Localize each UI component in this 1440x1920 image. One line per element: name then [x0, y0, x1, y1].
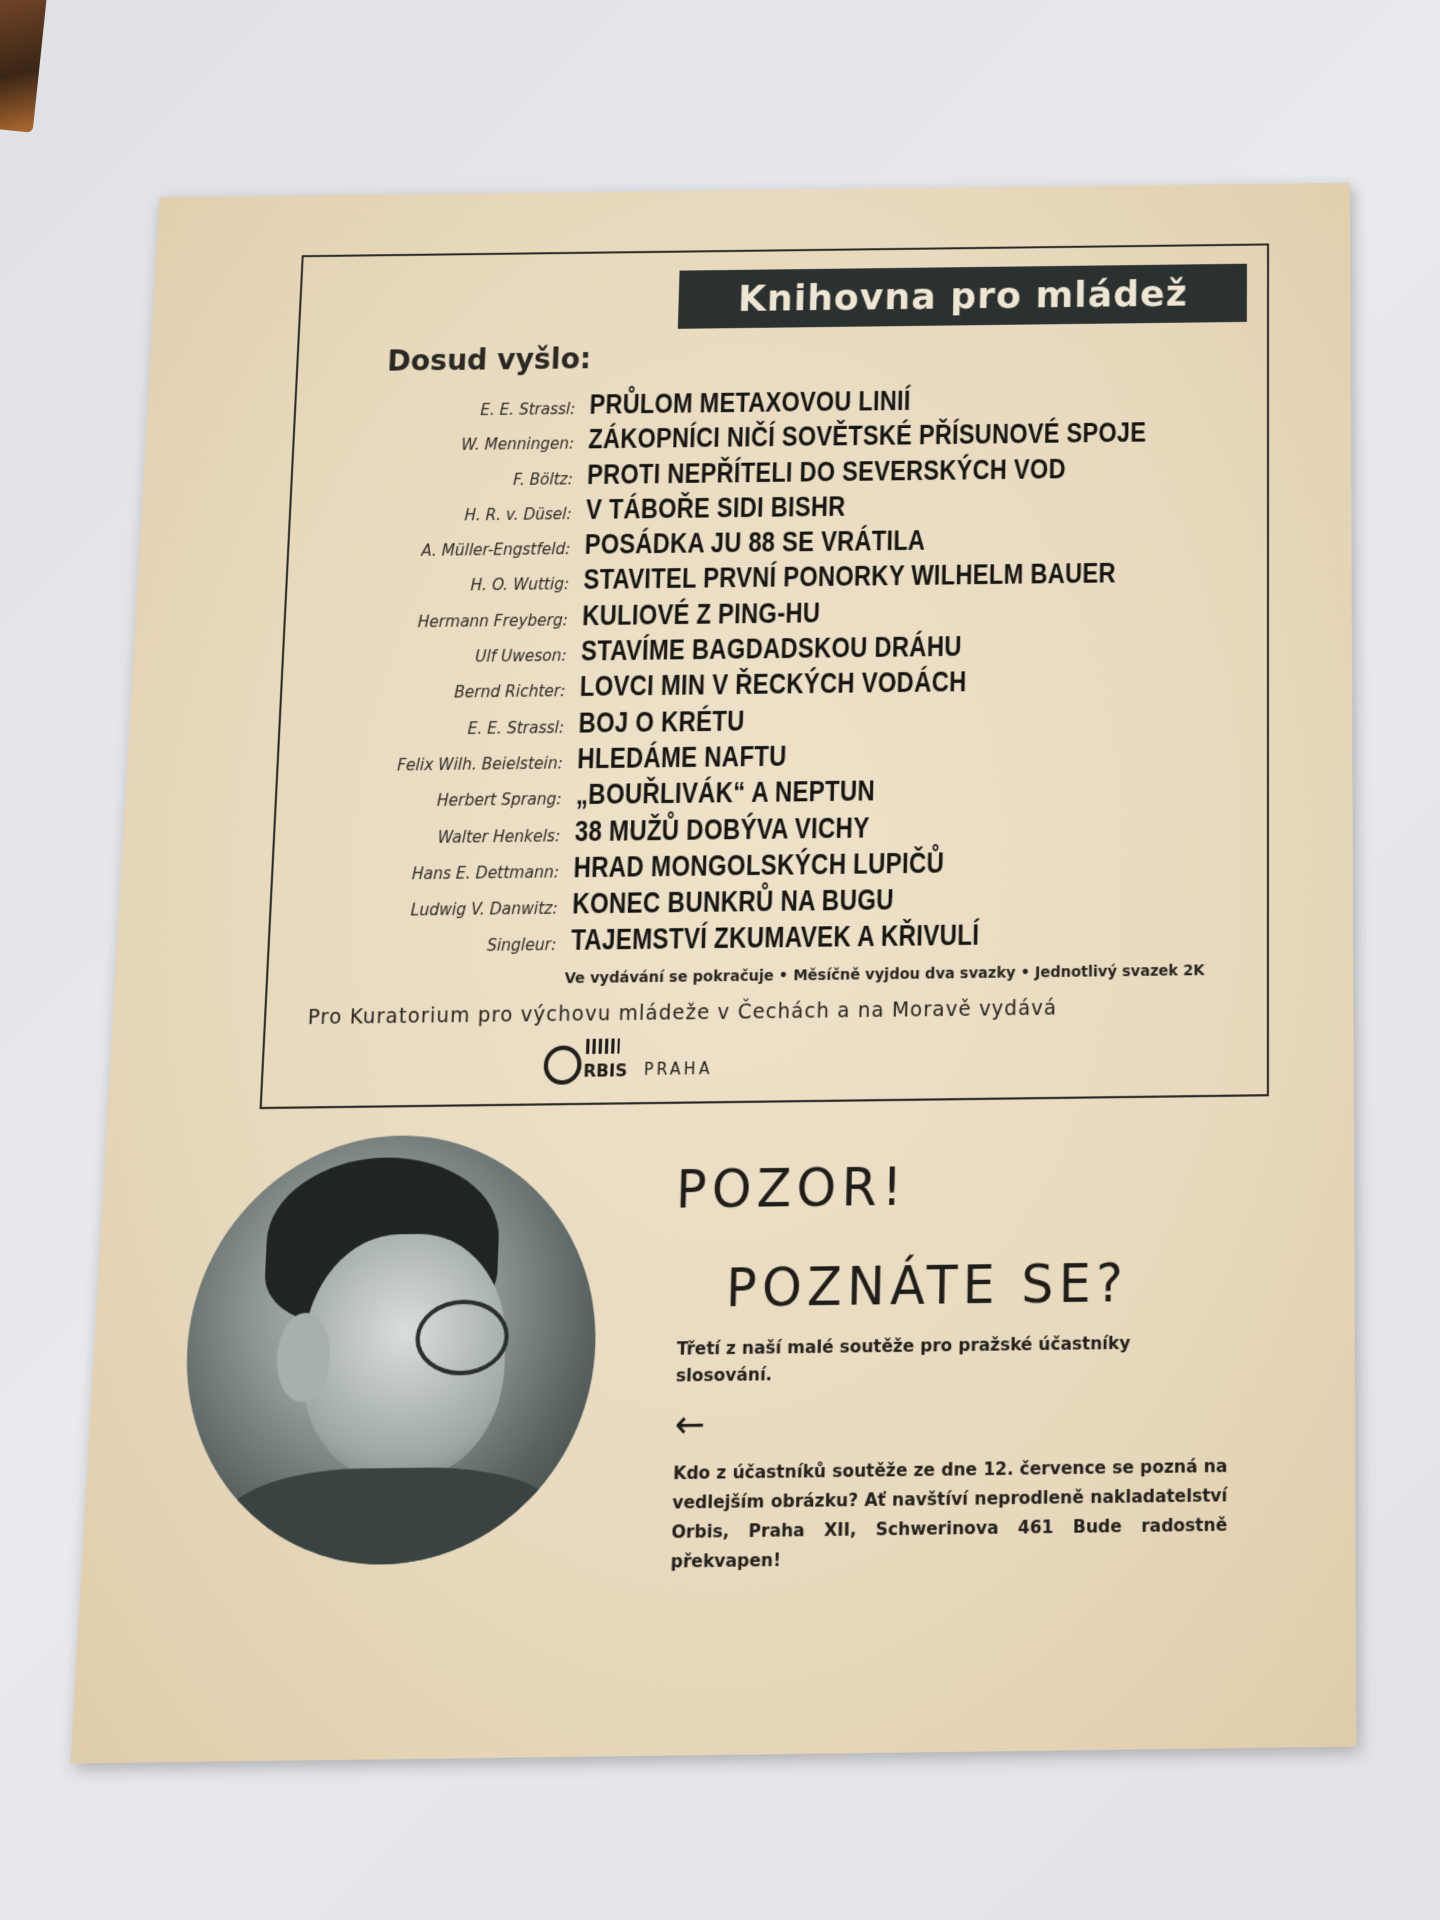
book-author: A. Müller-Engstfeld: — [420, 539, 571, 561]
book-title: KONEC BUNKRŮ NA BUGU — [571, 884, 895, 921]
orbis-logo — [543, 1044, 713, 1085]
booklet-back-cover — [71, 183, 1357, 1764]
book-author: H. O. Wuttig: — [470, 575, 570, 595]
publication-note: Ve vydávání se pokračuje • Měsíčně vyjdou dva svazky • Jednotlivý svazek 2K — [564, 962, 1205, 988]
book-title: PROTI NEPŘÍTELI DO SEVERSKÝCH VOD — [586, 453, 1066, 490]
book-title: 38 MUŽŮ DOBÝVA VICHY — [574, 811, 870, 848]
book-title: LOVCI MIN V ŘECKÝCH VODÁCH — [579, 666, 967, 703]
book-title: STAVITEL PRVNÍ PONORKY WILHELM BAUER — [583, 558, 1117, 596]
series-title: Knihovna pro mládež — [678, 264, 1247, 329]
logo-city: PRAHA — [643, 1058, 713, 1080]
boy-portrait-photo — [176, 1133, 602, 1567]
book-title: PRŮLOM METAXOVOU LINIÍ — [589, 385, 911, 420]
book-title: ZÁKOPNÍCI NIČÍ SOVĚTSKÉ PŘÍSUNOVÉ SPOJE — [587, 417, 1147, 455]
book-list — [269, 381, 1267, 965]
book-author: Hermann Freyberg: — [417, 610, 569, 632]
book-title: STAVÍME BAGDADSKOU DRÁHU — [580, 630, 962, 667]
book-title: „BOUŘLIVÁK“ A NEPTUN — [575, 775, 876, 811]
logo-o-ring — [543, 1045, 582, 1084]
book-title: V TÁBOŘE SIDI BISHR — [585, 491, 846, 525]
book-author: E. E. Strassl: — [467, 717, 565, 738]
book-title: KULIOVÉ Z PING-HU — [581, 597, 821, 632]
contest-intro: Třetí z naší malé soutěže pro pražské účastníky slosování. — [675, 1332, 1131, 1386]
book-author: Hans E. Dettmann: — [411, 862, 560, 884]
left-arrow-icon: ← — [673, 1402, 706, 1448]
logo-books-icon — [586, 1038, 620, 1054]
contest-heading-1: POZOR! — [675, 1156, 908, 1221]
book-title: BOJ O KRÉTU — [578, 705, 746, 739]
book-list-box — [260, 243, 1269, 1109]
published-so-far-label: Dosud vyšlo: — [386, 341, 592, 378]
book-author: Felix Wilh. Beielstein: — [396, 753, 564, 775]
logo-wordmark: RBIS — [582, 1059, 628, 1082]
book-author: F. Böltz: — [512, 469, 574, 489]
book-author: Ludwig V. Danwitz: — [410, 898, 559, 920]
book-title: POSÁDKA JU 88 SE VRÁTILA — [584, 525, 926, 561]
book-author: W. Menningen: — [460, 434, 575, 455]
book-author: Ulf Uweson: — [474, 646, 567, 667]
contest-heading-2: POZNÁTE SE? — [725, 1252, 1129, 1320]
contest-body: Kdo z účastníků soutěže ze dne 12. července se pozná na vedlejším obrázku? Ať navštíví neprodleně nakladatelství Orbis, Praha XII, Schwerinova 461 Bude radostně překvapen! — [670, 1455, 1228, 1573]
book-title: HRAD MONGOLSKÝCH LUPIČŮ — [573, 846, 945, 884]
book-title: HLEDÁME NAFTU — [576, 740, 788, 775]
publisher-line: Pro Kuratorium pro výchovu mládeže v Čechách a na Moravě vydává — [307, 996, 1058, 1030]
corner-object — [0, 0, 47, 133]
book-author: H. R. v. Düsel: — [464, 504, 572, 525]
book-author: Walter Henkels: — [437, 826, 561, 847]
book-title: TAJEMSTVÍ ZKUMAVEK A KŘIVULÍ — [570, 919, 980, 957]
book-author: E. E. Strassl: — [480, 399, 576, 420]
book-author: Singleur: — [486, 935, 557, 956]
book-author: Herbert Sprang: — [436, 789, 562, 811]
book-author: Bernd Richter: — [453, 681, 566, 703]
